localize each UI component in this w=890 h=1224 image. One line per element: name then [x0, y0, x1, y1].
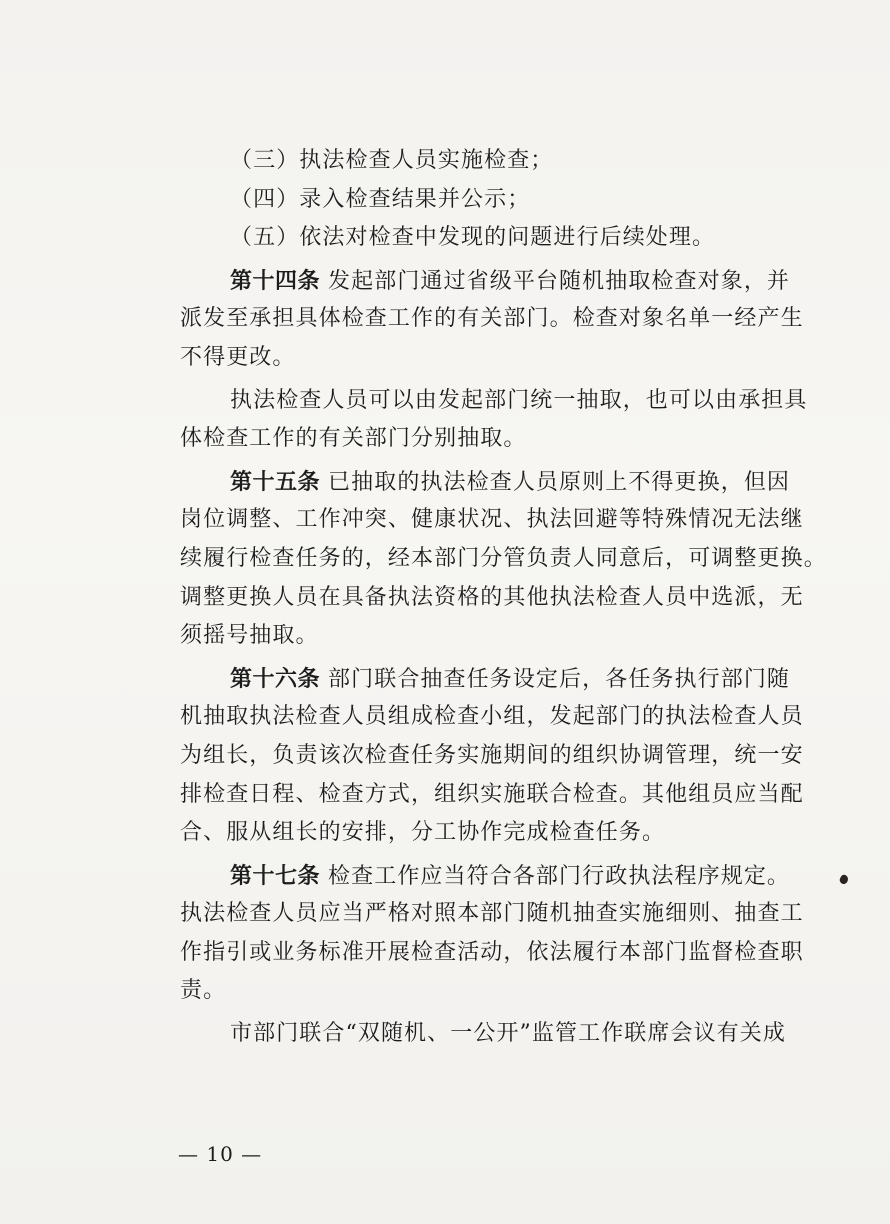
text-line: [180, 579, 812, 618]
text-line: [180, 1015, 812, 1054]
text-line: [180, 972, 812, 1011]
line-text: 检查工作应当符合各部门行政执法程序规定。: [328, 863, 791, 889]
ink-spot: [838, 874, 849, 886]
line-text: （三）执法检查人员实施检查；: [230, 148, 554, 173]
text-line: [180, 660, 812, 699]
line-text: 已抽取的执法检查人员原则上不得更换，但因: [328, 469, 791, 495]
text-line: [180, 382, 812, 421]
line-text: 调整更换人员在具备执法资格的其他执法检查人员中选派，无: [180, 584, 804, 610]
page-number: — 10 —: [178, 1142, 263, 1166]
text-line: [180, 142, 812, 181]
text-line: [180, 895, 812, 934]
line-text: 续履行检查任务的，经本部门分管负责人同意后，可调整更换。: [180, 545, 827, 571]
text-line: [180, 339, 812, 378]
article-heading: 第十四条: [230, 267, 321, 294]
text-line: [180, 698, 812, 737]
text-line: [180, 463, 812, 502]
line-text: （四）录入检查结果并公示；: [230, 186, 531, 212]
article-heading: 第十五条: [230, 468, 321, 495]
line-text: 执法检查人员可以由发起部门统一抽取，也可以由承担具: [230, 387, 808, 413]
line-text: 岗位调整、工作冲突、健康状况、执法回避等特殊情况无法继: [180, 507, 804, 533]
line-text: 合、服从组长的安排，分工协作完成检查任务。: [180, 820, 666, 846]
text-line: [180, 420, 812, 459]
line-text: （五）依法对检查中发现的问题进行后续处理。: [230, 225, 716, 251]
line-text: 市部门联合“双随机、一公开”监管工作联席会议有关成: [230, 1021, 786, 1047]
line-text: 派发至承担具体检查工作的有关部门。检查对象名单一经产生: [180, 306, 804, 332]
text-line: [180, 501, 812, 540]
line-text: 为组长，负责该次检查任务实施期间的组织协调管理，统一安: [180, 742, 804, 768]
line-text: 体检查工作的有关部门分别抽取。: [180, 426, 527, 452]
text-line: [180, 300, 812, 339]
line-text: 不得更改。: [180, 344, 296, 370]
text-line: [180, 219, 812, 258]
text-line: [180, 776, 812, 815]
line-text: 须摇号抽取。: [180, 623, 319, 649]
text-line: [180, 617, 812, 656]
text-line: [180, 814, 812, 853]
article-heading: 第十七条: [230, 862, 321, 889]
line-text: 责。: [180, 978, 227, 1004]
text-line: [180, 934, 812, 973]
line-text: 执法检查人员应当严格对照本部门随机抽查实施细则、抽查工: [180, 901, 804, 927]
document-body: [180, 142, 827, 1054]
text-line: [180, 540, 827, 579]
line-text: 机抽取执法检查人员组成检查小组，发起部门的执法检查人员: [180, 704, 804, 730]
line-text: 排检查日程、检查方式，组织实施联合检查。其他组员应当配: [180, 781, 804, 807]
text-line: [180, 857, 812, 896]
line-text: 部门联合抽查任务设定后，各任务执行部门随: [328, 666, 791, 692]
text-line: [180, 181, 812, 220]
line-text: 作指引或业务标准开展检查活动，依法履行本部门监督检查职: [180, 939, 804, 965]
article-heading: 第十六条: [230, 665, 321, 692]
line-text: 发起部门通过省级平台随机抽取检查对象，并: [328, 268, 791, 294]
text-line: [180, 262, 812, 301]
text-line: [180, 737, 812, 776]
